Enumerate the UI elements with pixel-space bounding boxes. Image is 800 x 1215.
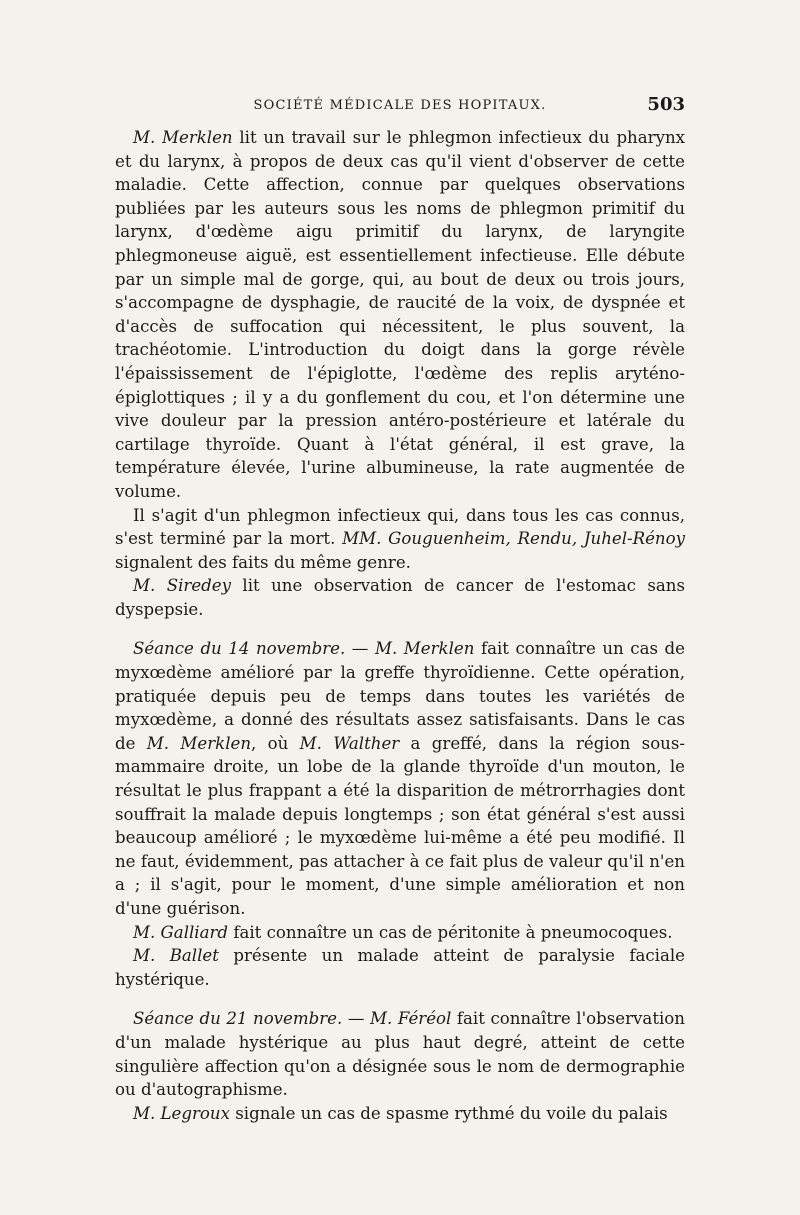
paragraph-legroux xyxy=(115,1102,685,1126)
paragraph-phlegmon-outcome xyxy=(115,504,685,575)
speaker-name: M. Galliard xyxy=(133,922,229,942)
paragraph-text: présente un malade atteint de paralysie faciale hystérique. xyxy=(115,946,685,989)
speaker-name: M. Legroux xyxy=(133,1103,230,1123)
paragraph-merklen-phlegmon xyxy=(115,126,685,504)
dash: — xyxy=(345,639,375,659)
speaker-name: M. Walther xyxy=(299,733,400,753)
page-number: 503 xyxy=(647,94,685,115)
paragraph-text: a greffé, dans la région sous-mammaire droite, un lobe de la glande thyroïde d'un mouton, le résultat le plus frappant a été la disparition de métrorrhagies dont souffrait la malade depuis longtemps ; son état général s'est aussi beaucoup amélioré ; le myxœdème lui-même a été peu modifié. Il ne faut, évidemment, pas attacher à ce fait plus de valeur qu'il n'en a ; il s'agit, pour le moment, d'une simple amélioration et non d'une guérison. xyxy=(115,733,685,918)
paragraph-text: fait connaître un cas de myxœdème amélioré par la greffe thyroïdienne. Cette opération, pratiquée depuis peu de temps dans toutes les variétés de myxœdème, a donné des résultats assez satisfaisants. Dans le cas de xyxy=(115,639,685,753)
paragraph-siredey xyxy=(115,574,685,621)
paragraph-text: signalent des faits du même genre. xyxy=(115,552,411,572)
paragraph-seance-21-novembre xyxy=(115,1007,685,1101)
paragraph-text: signale un cas de spasme rythmé du voile du palais xyxy=(229,1103,668,1123)
dash: — xyxy=(342,1009,370,1029)
paragraph-text: fait connaître un cas de péritonite à pneumocoques. xyxy=(228,922,673,942)
speaker-name: M. Merklen xyxy=(374,639,475,659)
running-title: SOCIÉTÉ MÉDICALE DES HOPITAUX. xyxy=(253,98,547,113)
speaker-name: M. Merklen xyxy=(146,733,252,753)
paragraph-text: lit une observation de cancer de l'estomac sans dyspepsie. xyxy=(115,576,685,619)
paragraph-text: lit un travail sur le phlegmon infectieux du pharynx et du larynx, à propos de deux cas qu'il vient d'observer de cette maladie. Cette affection, connue par quelques observations publiées par les auteurs sous les noms de phlegmon primitif du larynx, d'œdème aigu primitif du larynx, de laryngite phlegmoneuse aiguë, est essentiellement infectieuse. Elle débute par un simple mal de gorge, qui, au bout de deux ou trois jours, s'accompagne de dysphagie, de raucité de la voix, de dyspnée et d'accès de suffocation qui nécessitent, le plus souvent, la trachéotomie. L'introduction du doigt dans la gorge révèle l'épaississement de l'épiglotte, l'œdème des replis aryténo-épiglottiques ; il y a du gonflement du cou, et l'on détermine une vive douleur par la pression antéro-postérieure et latérale du cartilage thyroïde. Quant à l'état général, il est grave, la température élevée, l'urine albumineuse, la rate augmentée de volume. xyxy=(115,128,685,501)
paragraph-seance-14-novembre xyxy=(115,637,685,920)
paragraph-galliard xyxy=(115,921,685,945)
speaker-name: M. Féréol xyxy=(370,1009,452,1029)
speaker-name: M. Merklen xyxy=(133,128,233,147)
page-header xyxy=(115,94,685,120)
body-text xyxy=(115,126,685,1125)
paragraph-ballet xyxy=(115,944,685,991)
session-date: Séance du 14 novembre. xyxy=(133,639,346,659)
paragraph-text: fait connaître l'observation d'un malade hystérique au plus haut degré, atteint de cette singulière affection qu'on a désignée sous le nom de dermographie ou d'autographisme. xyxy=(115,1009,685,1100)
speaker-names: MM. Gouguenheim, Rendu, Juhel-Rénoy xyxy=(342,529,685,549)
paragraph-text: Il s'agit d'un phlegmon infectieux qui, dans tous les cas connus, s'est terminé par la mort. xyxy=(115,505,685,549)
paragraph-text: , où xyxy=(251,733,300,753)
session-date: Séance du 21 novembre. xyxy=(133,1009,343,1029)
speaker-name: M. Siredey xyxy=(133,576,231,596)
speaker-name: M. Ballet xyxy=(133,946,219,966)
